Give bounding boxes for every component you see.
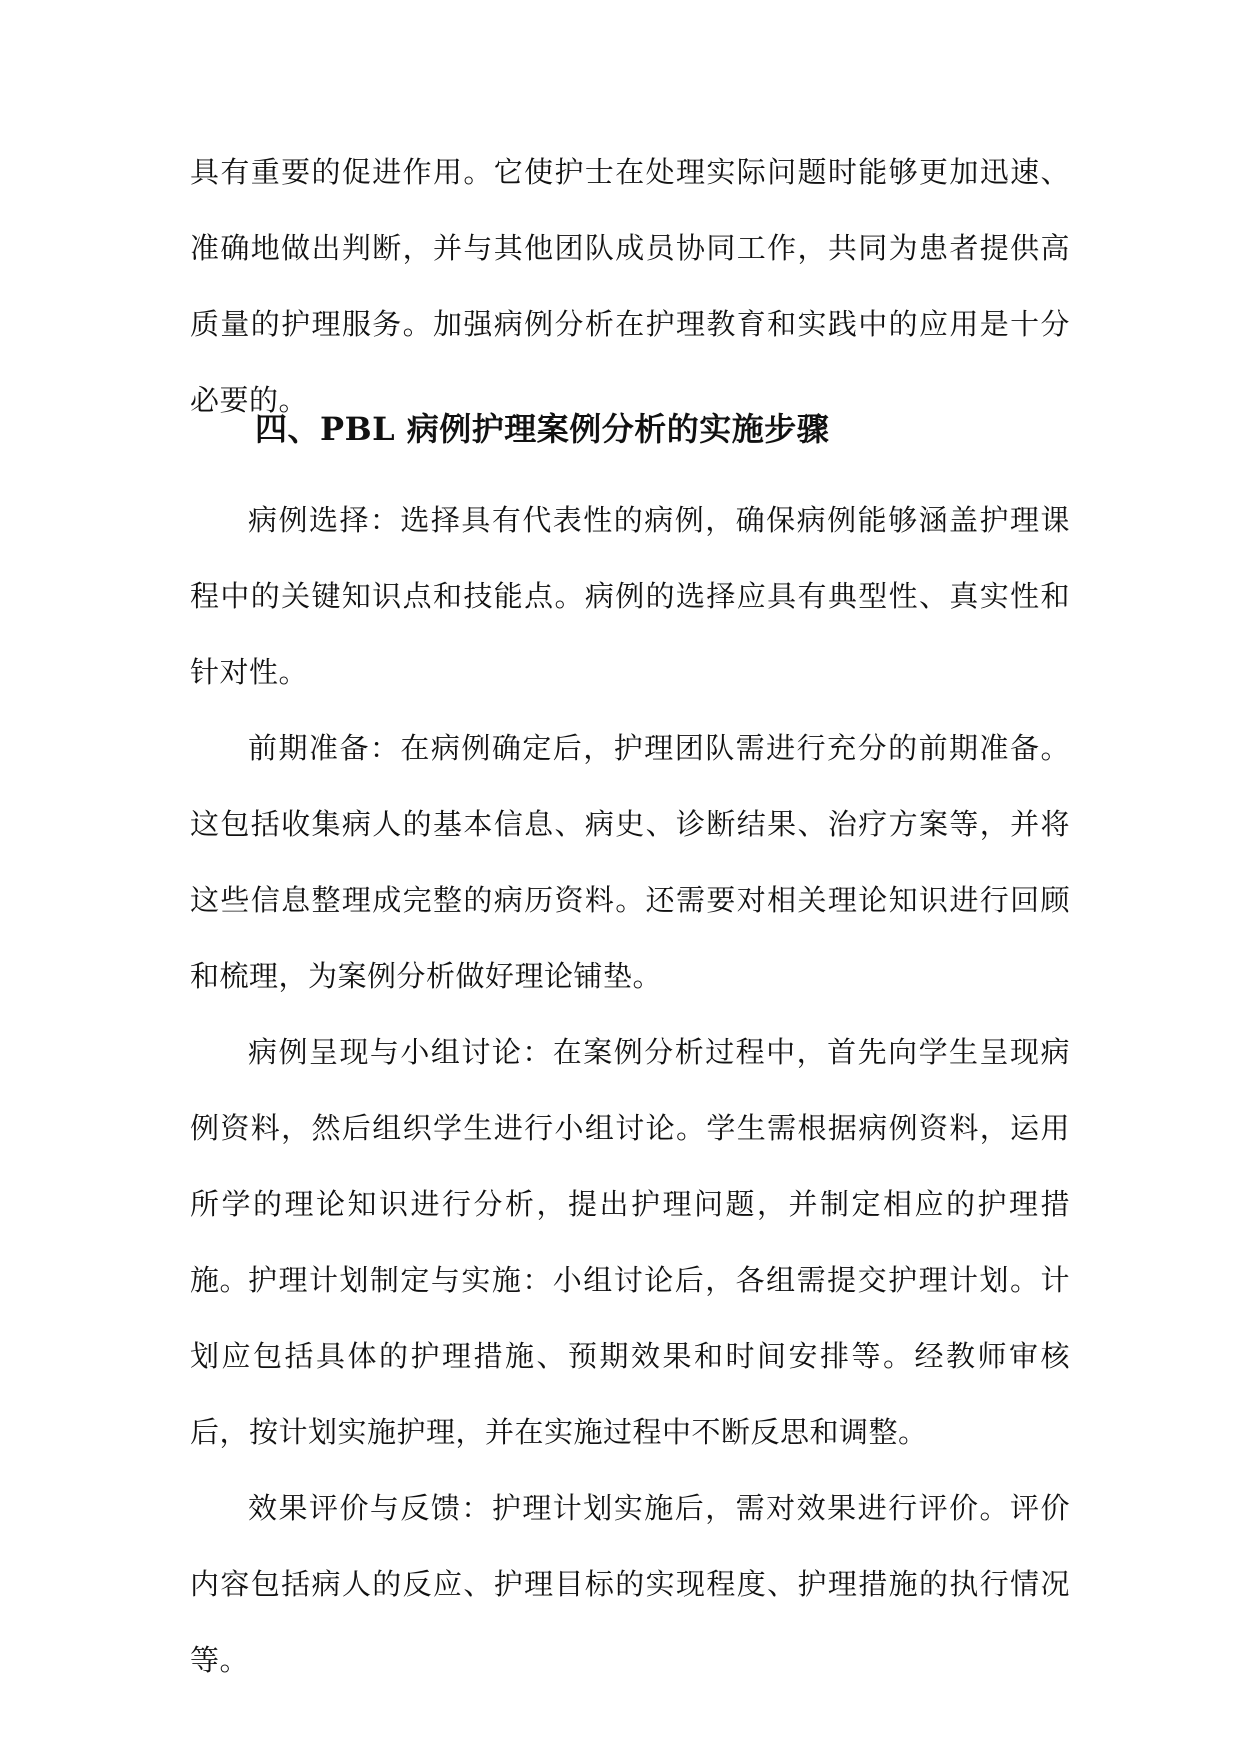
paragraph-continuation: 具有重要的促进作用。它使护士在处理实际问题时能够更加迅速、准确地做出判断，并与其他团队成员协同工作，共同为患者提供高质量的护理服务。加强病例分析在护理教育和实践中的应用是十分必要的。 (190, 155, 1070, 417)
paragraph-nursing-plan: 护理计划制定与实施：小组讨论后，各组需提交护理计划。计划应包括具体的护理措施、预期效果和时间安排等。经教师审核后，按计划实施护理，并在实施过程中不断反思和调整。 (190, 1263, 1070, 1449)
paragraph-preparation: 前期准备：在病例确定后，护理团队需进行充分的前期准备。这包括收集病人的基本信息、病史、诊断结果、治疗方案等，并将这些信息整理成完整的病历资料。还需要对相关理论知识进行回顾和梳理，为案例分析做好理论铺垫。 (190, 731, 1070, 993)
section-heading: 四、PBL 病例护理案例分析的实施步骤 (255, 410, 830, 448)
paragraph-case-selection: 病例选择：选择具有代表性的病例，确保病例能够涵盖护理课程中的关键知识点和技能点。病例的选择应具有典型性、真实性和针对性。 (190, 503, 1070, 689)
paragraph-evaluation: 效果评价与反馈：护理计划实施后，需对效果进行评价。评价内容包括病人的反应、护理目标的实现程度、护理措施的执行情况等。 (190, 1491, 1070, 1677)
paragraph-group-discussion: 病例呈现与小组讨论：在案例分析过程中，首先向学生呈现病例资料，然后组织学生进行小组讨论。学生需根据病例资料，运用所学的理论知识进行分析，提出护理问题，并制定相应的护理措施。 (190, 1035, 1070, 1297)
